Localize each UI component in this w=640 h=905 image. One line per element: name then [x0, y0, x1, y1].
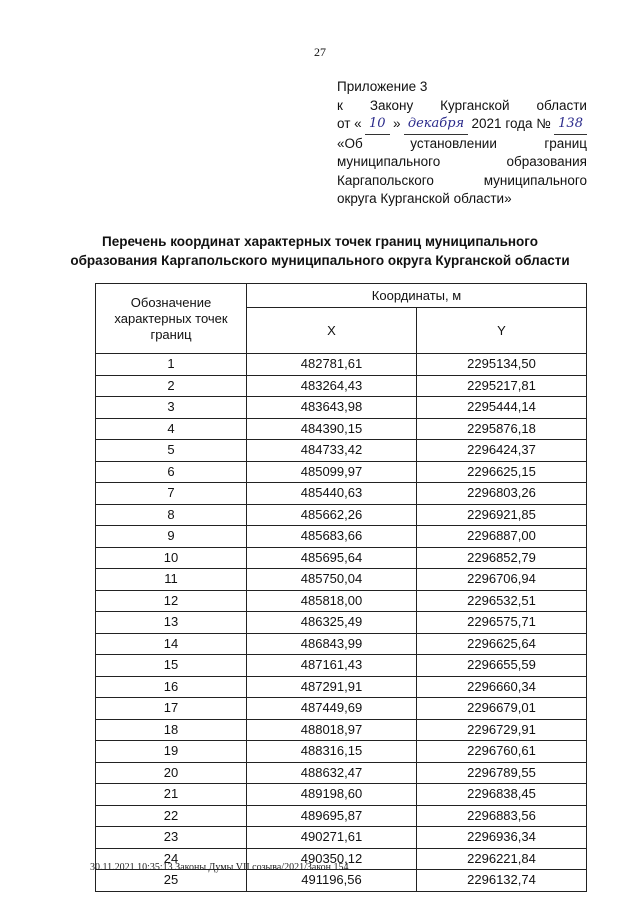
- point-number-cell: 16: [96, 676, 247, 698]
- point-number-cell: 14: [96, 633, 247, 655]
- point-number-cell: 8: [96, 504, 247, 526]
- x-coordinate-cell: 485818,00: [247, 590, 417, 612]
- table-row: [96, 569, 587, 591]
- x-coordinate-cell: 486843,99: [247, 633, 417, 655]
- x-coordinate-cell: 487291,91: [247, 676, 417, 698]
- y-coordinate-cell: 2296655,59: [417, 655, 587, 677]
- heading-line-1: Перечень координат характерных точек границ муниципального: [102, 234, 538, 249]
- handwritten-law-number: 138: [554, 115, 587, 135]
- x-coordinate-cell: 491196,56: [247, 870, 417, 892]
- x-coordinate-cell: 489198,60: [247, 784, 417, 806]
- x-coordinate-cell: 484733,42: [247, 440, 417, 462]
- table-row: [96, 418, 587, 440]
- coordinates-table: [95, 283, 587, 892]
- y-coordinate-cell: 2296760,61: [417, 741, 587, 763]
- annex-word: Закону: [369, 97, 414, 113]
- x-coordinate-cell: 482781,61: [247, 354, 417, 376]
- x-coordinate-cell: 484390,15: [247, 418, 417, 440]
- annex-word: Каргапольского: [337, 172, 434, 188]
- coordinates-table-wrapper: [95, 283, 587, 892]
- y-coordinate-cell: 2296936,34: [417, 827, 587, 849]
- table-row: [96, 590, 587, 612]
- table-row: [96, 762, 587, 784]
- point-number-cell: 21: [96, 784, 247, 806]
- table-row: [96, 461, 587, 483]
- date-prefix: от «: [337, 116, 362, 131]
- annex-word: Курганской: [440, 97, 510, 113]
- annex-word: муниципального: [483, 172, 587, 188]
- table-row: [96, 676, 587, 698]
- point-number-cell: 22: [96, 805, 247, 827]
- x-coordinate-cell: 488018,97: [247, 719, 417, 741]
- header-point-name: Обозначение характерных точек границ: [96, 284, 247, 354]
- table-row: [96, 354, 587, 376]
- x-coordinate-cell: 488632,47: [247, 762, 417, 784]
- y-coordinate-cell: 2296921,85: [417, 504, 587, 526]
- x-coordinate-cell: 487161,43: [247, 655, 417, 677]
- x-coordinate-cell: 485440,63: [247, 483, 417, 505]
- table-row: [96, 805, 587, 827]
- table-row: [96, 483, 587, 505]
- point-number-cell: 15: [96, 655, 247, 677]
- x-coordinate-cell: 483264,43: [247, 375, 417, 397]
- page-number: 27: [314, 45, 326, 59]
- point-number-cell: 20: [96, 762, 247, 784]
- x-coordinate-cell: 485099,97: [247, 461, 417, 483]
- point-number-cell: 2: [96, 375, 247, 397]
- y-coordinate-cell: 2296838,45: [417, 784, 587, 806]
- annex-line-7: округа Курганской области»: [337, 191, 512, 206]
- x-coordinate-cell: 485750,04: [247, 569, 417, 591]
- annex-word: области: [536, 97, 587, 113]
- y-coordinate-cell: 2296132,74: [417, 870, 587, 892]
- y-coordinate-cell: 2295217,81: [417, 375, 587, 397]
- table-row: [96, 784, 587, 806]
- y-coordinate-cell: 2296729,91: [417, 719, 587, 741]
- annex-word: к: [337, 97, 343, 113]
- x-coordinate-cell: 490271,61: [247, 827, 417, 849]
- x-coordinate-cell: 485683,66: [247, 526, 417, 548]
- y-coordinate-cell: 2295876,18: [417, 418, 587, 440]
- table-row: [96, 655, 587, 677]
- y-coordinate-cell: 2296575,71: [417, 612, 587, 634]
- heading-line-2: образования Каргапольского муниципального округа Курганской области: [70, 253, 570, 268]
- y-coordinate-cell: 2296706,94: [417, 569, 587, 591]
- handwritten-month: декабря: [404, 115, 468, 135]
- table-row: [96, 719, 587, 741]
- x-coordinate-cell: 485695,64: [247, 547, 417, 569]
- annex-line-2: [337, 97, 587, 116]
- annex-line-6: [337, 172, 587, 191]
- point-number-cell: 18: [96, 719, 247, 741]
- point-number-cell: 23: [96, 827, 247, 849]
- point-number-cell: 11: [96, 569, 247, 591]
- y-coordinate-cell: 2296789,55: [417, 762, 587, 784]
- table-row: [96, 526, 587, 548]
- x-coordinate-cell: 485662,26: [247, 504, 417, 526]
- table-row: [96, 397, 587, 419]
- header-y: Y: [417, 308, 587, 354]
- annex-word: «Об: [337, 135, 363, 151]
- date-mid: »: [392, 116, 401, 131]
- y-coordinate-cell: 2296852,79: [417, 547, 587, 569]
- y-coordinate-cell: 2296803,26: [417, 483, 587, 505]
- annex-word: образования: [506, 154, 587, 169]
- y-coordinate-cell: 2296887,00: [417, 526, 587, 548]
- point-number-cell: 9: [96, 526, 247, 548]
- x-coordinate-cell: 483643,98: [247, 397, 417, 419]
- point-number-cell: 5: [96, 440, 247, 462]
- y-coordinate-cell: 2296424,37: [417, 440, 587, 462]
- point-number-cell: 17: [96, 698, 247, 720]
- x-coordinate-cell: 487449,69: [247, 698, 417, 720]
- point-number-cell: 10: [96, 547, 247, 569]
- table-row: [96, 827, 587, 849]
- footer-stamp: 30.11.2021 10:35:13 Законы Думы VII созыва/2021/Закон 154: [90, 862, 349, 873]
- table-row: [96, 633, 587, 655]
- table-row: [96, 741, 587, 763]
- annex-word: муниципального: [337, 154, 441, 169]
- point-number-cell: 6: [96, 461, 247, 483]
- table-row: [96, 504, 587, 526]
- y-coordinate-cell: 2296883,56: [417, 805, 587, 827]
- x-coordinate-cell: 488316,15: [247, 741, 417, 763]
- table-row: [96, 547, 587, 569]
- annex-block: [337, 78, 587, 209]
- annex-title: Приложение 3: [337, 79, 428, 94]
- table-row: [96, 698, 587, 720]
- y-coordinate-cell: 2296221,84: [417, 848, 587, 870]
- header-x: X: [247, 308, 417, 354]
- annex-line-4: [337, 135, 587, 154]
- y-coordinate-cell: 2296625,15: [417, 461, 587, 483]
- point-number-cell: 19: [96, 741, 247, 763]
- table-row: [96, 375, 587, 397]
- point-number-cell: 1: [96, 354, 247, 376]
- x-coordinate-cell: 489695,87: [247, 805, 417, 827]
- annex-line-5: [337, 153, 587, 172]
- point-number-cell: 24: [96, 848, 247, 870]
- y-coordinate-cell: 2296660,34: [417, 676, 587, 698]
- point-number-cell: 12: [96, 590, 247, 612]
- y-coordinate-cell: 2295444,14: [417, 397, 587, 419]
- annex-date-line: [337, 115, 587, 135]
- x-coordinate-cell: 490350,12: [247, 848, 417, 870]
- point-number-cell: 7: [96, 483, 247, 505]
- point-number-cell: 4: [96, 418, 247, 440]
- table-body: [96, 354, 587, 892]
- point-number-cell: 3: [96, 397, 247, 419]
- document-heading: [70, 232, 570, 270]
- y-coordinate-cell: 2296679,01: [417, 698, 587, 720]
- header-coordinates: Координаты, м: [247, 284, 587, 308]
- x-coordinate-cell: 486325,49: [247, 612, 417, 634]
- handwritten-day: 10: [365, 115, 390, 135]
- point-number-cell: 13: [96, 612, 247, 634]
- point-number-cell: 25: [96, 870, 247, 892]
- y-coordinate-cell: 2295134,50: [417, 354, 587, 376]
- annex-word: установлении: [410, 135, 497, 151]
- y-coordinate-cell: 2296532,51: [417, 590, 587, 612]
- table-row: [96, 440, 587, 462]
- date-year: 2021 года №: [471, 116, 551, 131]
- table-row: [96, 612, 587, 634]
- y-coordinate-cell: 2296625,64: [417, 633, 587, 655]
- annex-word: границ: [544, 135, 587, 151]
